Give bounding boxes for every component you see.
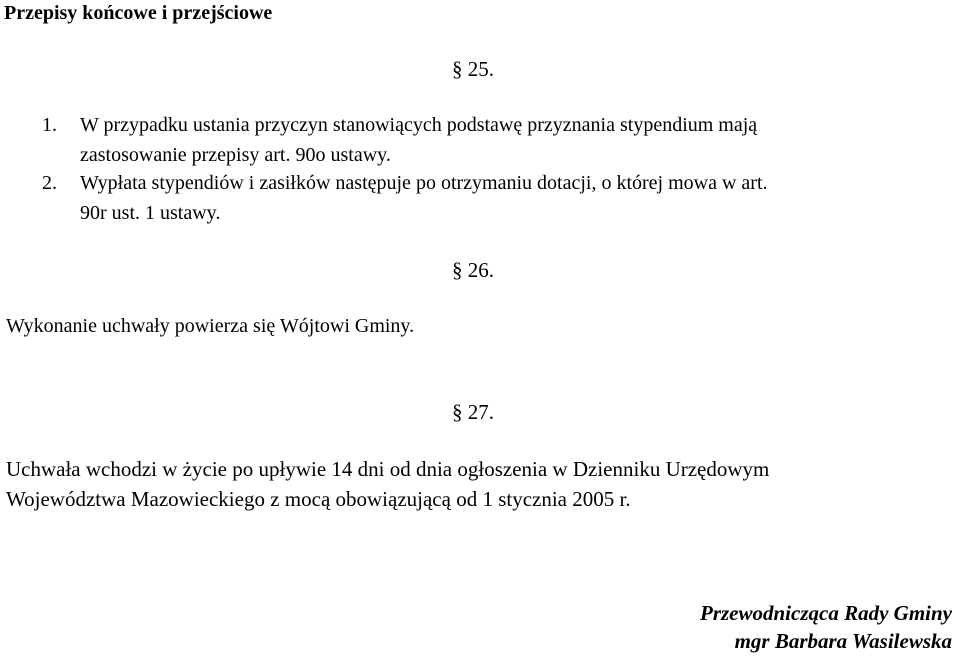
item-1-line-1: W przypadku ustania przyczyn stanowiących podstawę przyznania stypendium mają — [80, 114, 758, 136]
section-number-26: § 26. — [452, 258, 494, 282]
section-number-27: § 27. — [452, 400, 494, 424]
item-1-line-2: zastosowanie przepisy art. 90o ustawy. — [80, 144, 391, 166]
signature-name: mgr Barbara Wasilewska — [734, 629, 952, 653]
section-27-line-2: Województwa Mazowieckiego z mocą obowiązującą od 1 stycznia 2005 r. — [6, 487, 631, 511]
signature-title: Przewodnicząca Rady Gminy — [700, 601, 952, 625]
section-27-line-1: Uchwała wchodzi w życie po upływie 14 dni od dnia ogłoszenia w Dzienniku Urzędowym — [6, 457, 770, 481]
section-26-line-1: Wykonanie uchwały powierza się Wójtowi Gminy. — [6, 315, 415, 337]
item-number-2: 2. — [42, 172, 57, 194]
item-number-1: 1. — [42, 114, 57, 136]
item-2-line-2: 90r ust. 1 ustawy. — [80, 202, 221, 224]
section-number-25: § 25. — [452, 57, 494, 81]
item-2-line-1: Wypłata stypendiów i zasiłków następuje po otrzymaniu dotacji, o której mowa w art. — [80, 172, 768, 194]
section-heading: Przepisy końcowe i przejściowe — [4, 2, 273, 24]
